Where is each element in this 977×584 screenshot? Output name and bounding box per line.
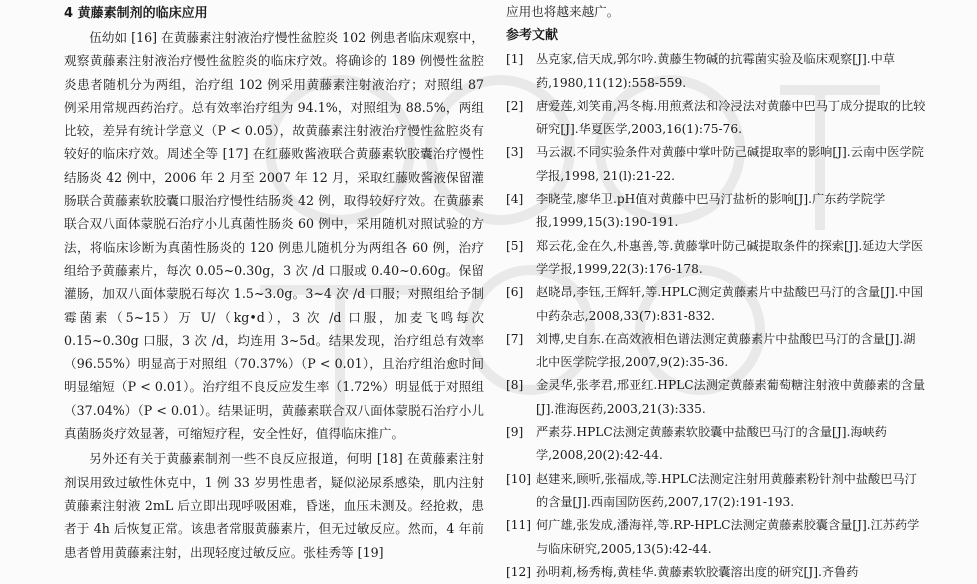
reference-text: 何广雄,张发成,潘海祥,等.RP-HPLC法测定黄藤素胶囊含量[J].江苏药学与临床研究,2005,13(5):42-44. bbox=[536, 518, 920, 556]
reference-text: 丛克家,信天成,郭尔吟.黄藤生物碱的抗霉菌实验及临床观察[J].中草药,1980,11(12):558-559. bbox=[536, 52, 895, 90]
reference-item bbox=[506, 328, 926, 375]
reference-number: [8] bbox=[506, 378, 524, 393]
reference-number: [6] bbox=[506, 285, 524, 300]
reference-list bbox=[506, 48, 926, 584]
reference-text: 刘博,史自东.在高效液相色谱法测定黄藤素片中盐酸巴马汀的含量[J].湖北中医学院学报,2007,9(2):35-36. bbox=[536, 331, 916, 370]
reference-item bbox=[506, 514, 926, 561]
reference-item bbox=[506, 374, 926, 421]
reference-number: [3] bbox=[506, 145, 524, 160]
reference-item bbox=[506, 561, 926, 584]
reference-number: [9] bbox=[506, 425, 524, 440]
reference-item bbox=[506, 48, 926, 95]
reference-number: [11] bbox=[506, 518, 532, 533]
reference-number: [5] bbox=[506, 238, 524, 253]
reference-number: [10] bbox=[506, 471, 532, 486]
right-column bbox=[506, 0, 926, 584]
reference-number: [2] bbox=[506, 98, 524, 113]
reference-text: 李晓莹,廖华卫.pH值对黄藤中巴马汀盐析的影响[J].广东药学院学报,1999,15(3):190-191. bbox=[536, 192, 886, 230]
reference-number: [4] bbox=[506, 192, 524, 207]
continuation-text: 应用也将越来越广。 bbox=[506, 4, 620, 19]
reference-text: 金灵华,张孝君,邢亚红.HPLC法测定黄藤素葡萄糖注射液中黄藤素的含量[J].淮海医药,2003,21(3):335. bbox=[536, 378, 926, 416]
reference-text: 孙明莉,杨秀梅,黄桂华.黄藤素软胶囊溶出度的研究[J].齐鲁药 bbox=[536, 564, 859, 579]
references-title: 参考文献 bbox=[506, 28, 559, 44]
reference-text: 马云淑.不同实验条件对黄藤中掌叶防己碱提取率的影响[J].云南中医学院学报,1998, 21(l):21-22. bbox=[536, 145, 924, 183]
reference-item bbox=[506, 141, 926, 188]
reference-text: 唐爱莲,刘笑甫,冯冬梅.用煎煮法和冷浸法对黄藤中巴马丁成分提取的比较研究[J].华夏医学,2003,16(1):75-76. bbox=[536, 98, 926, 137]
reference-item bbox=[506, 281, 926, 328]
reference-number: [1] bbox=[506, 52, 524, 67]
reference-text: 赵建来,顾听,张福成,等.HPLC法测定注射用黄藤素粉针剂中盐酸巴马汀的含量[J].西南国防医药,2007,17(2):191-193. bbox=[536, 471, 917, 509]
paragraph-2: 另外还有关于黄藤素制剂一些不良反应报道，何明 [18] 在黄藤素注射剂误用致过敏性休克中，1 例 33 岁男性患者，疑似泌尿系感染，肌内注射黄藤素注射液 2mL 后立即出现呼吸困难，昏迷，血压未测及。经抢救，患者于 4h 后恢复正常。该患者常服黄藤素片，但无过敏反应。然而，4 年前患者曾用黄藤素注射，出现轻度过敏反应。张桂秀等 [19] bbox=[64, 451, 484, 560]
reference-item bbox=[506, 188, 926, 235]
section-title: 4 黄藤素制剂的临床应用 bbox=[64, 6, 208, 21]
reference-item bbox=[506, 421, 926, 468]
reference-item bbox=[506, 95, 926, 142]
reference-number: [12] bbox=[506, 564, 532, 579]
reference-text: 赵晓昂,李钰,王辉轩,等.HPLC测定黄藤素片中盐酸巴马汀的含量[J].中国中药杂志,2008,33(7):831-832. bbox=[536, 285, 923, 323]
reference-item bbox=[506, 468, 926, 515]
reference-item bbox=[506, 235, 926, 282]
paragraph-1: 伍幼如 [16] 在黄藤素注射液治疗慢性盆腔炎 102 例患者临床观察中，观察黄藤素注射液治疗慢性盆腔炎的临床疗效。将确诊的 189 例慢性盆腔炎患者随机分为两组，治疗组 102 例采用黄藤素注射液治疗；对照组 87 例采用常规西药治疗。总有效率治疗组为 94.1%，对照组为 88.5%，两组比较，差异有统计学意义（P < 0.05），故黄藤素注射液治疗慢性盆腔炎有较好的临床疗效。周述全等 [17] 在红藤败酱液联合黄藤素软胶囊治疗慢性结肠炎 42 例中，2006 年 2 月至 2007 年 12 月，采取红藤败酱液保留灌肠联合黄藤素软胶囊口服治疗慢性结肠炎 42 例，取得较好疗效。在黄藤素联合双八面体蒙脱石治疗小儿真菌性肠炎 60 例中，采用随机对照试验的方法，将临床诊断为真菌性肠炎的 120 例患儿随机分为两组各 60 例，治疗组给予黄藤素片，每次 0.05~0.30g，3 次 /d 口服或 0.40~0.60g。保留灌肠，加双八面体蒙脱石每次 1.5~3.0g。3~4 次 /d 口服；对照组给予制霉菌素（5~15）万 U/（kg•d），3 次 /d 口服，加麦飞鸣每次 0.15~0.30g 口服，3 次 /d，均连用 3~5d。结果发现，治疗组总有效率（96.55%）明显高于对照组（70.37%）（P < 0.01），且治疗组治愈时间明显缩短（P < 0.01）。治疗组不良反应发生率（1.72%）明显低于对照组（37.04%）（P < 0.01）。结果证明，黄藤素联合双八面体蒙脱石治疗小儿真菌肠炎疗效显著，可缩短疗程，安全性好，值得临床推广。 bbox=[64, 30, 484, 442]
left-column bbox=[64, 0, 484, 564]
reference-number: [7] bbox=[506, 331, 524, 346]
reference-text: 严素芬.HPLC法测定黄藤素软胶囊中盐酸巴马汀的含量[J].海峡药学,2008,20(2):42-44. bbox=[536, 425, 887, 463]
reference-text: 郑云花,金在久,朴惠善,等.黄藤掌叶防己碱提取条件的探索[J].延边大学医学学报,1999,22(3):176-178. bbox=[536, 238, 924, 276]
